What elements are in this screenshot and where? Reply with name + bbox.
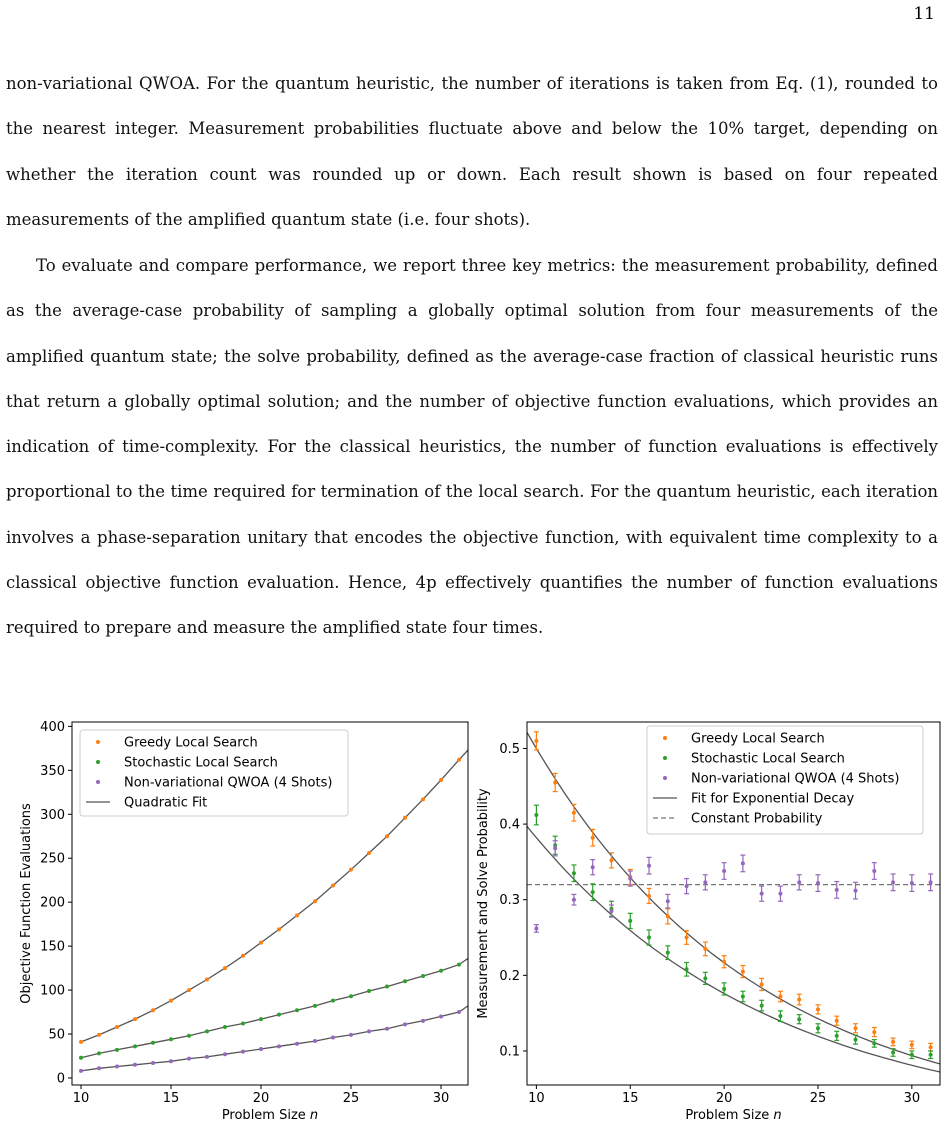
data-point	[778, 995, 782, 999]
data-point	[910, 881, 914, 885]
legend-label: Fit for Exponential Decay	[691, 791, 855, 807]
data-point	[457, 1010, 461, 1014]
data-point	[97, 1033, 101, 1037]
data-point	[259, 1047, 263, 1051]
data-point	[591, 890, 595, 894]
series-2	[79, 963, 461, 1060]
data-point	[609, 858, 613, 862]
data-point	[205, 978, 209, 982]
data-point	[534, 926, 538, 930]
y-tick-label: 0	[56, 1071, 65, 1087]
data-point	[741, 861, 745, 865]
data-point	[457, 963, 461, 967]
y-axis-label: Measurement and Solve Probability	[476, 788, 491, 1019]
data-point	[929, 880, 933, 884]
fit-line-2	[527, 826, 940, 1072]
chart-panel-2	[476, 722, 940, 1123]
data-point	[241, 954, 245, 958]
body-paragraph-1: non-variational QWOA. For the quantum heuristic, the number of iterations is taken from Eq. (1), rounded to the nearest integer. Measurement probabilities fluctuate above and below the 10% target, depending on whether the iteration count was rounded up or down. Each result shown is based on four repeated measurements of the amplified quantum state (i.e. four shots).	[6, 74, 938, 229]
series-3	[534, 841, 933, 933]
x-tick-label: 15	[162, 1091, 180, 1106]
data-point	[816, 1007, 820, 1011]
data-point	[929, 1045, 933, 1049]
x-tick-label: 20	[715, 1091, 733, 1106]
x-axis-label: Problem Size n	[685, 1108, 782, 1123]
legend-label: Non-variational QWOA (4 Shots)	[691, 771, 900, 787]
data-point	[349, 994, 353, 998]
data-point	[816, 1026, 820, 1030]
legend-marker	[96, 740, 100, 744]
data-point	[929, 1053, 933, 1057]
data-point	[187, 1057, 191, 1061]
data-point	[872, 869, 876, 873]
y-tick-label: 0.1	[499, 1044, 520, 1060]
data-point	[133, 1017, 137, 1021]
data-point	[169, 999, 173, 1003]
data-point	[628, 919, 632, 923]
data-point	[703, 880, 707, 884]
data-point	[854, 1026, 858, 1030]
figure-panels	[0, 712, 945, 1131]
y-tick-label: 350	[40, 763, 65, 779]
legend-marker	[663, 776, 667, 780]
data-point	[685, 884, 689, 888]
page-number: 11	[913, 4, 935, 24]
y-tick-label: 0.5	[499, 741, 520, 757]
data-point	[79, 1069, 83, 1073]
data-point	[910, 1053, 914, 1057]
series-2	[534, 805, 933, 1058]
data-point	[722, 869, 726, 873]
data-point	[647, 936, 651, 940]
data-point	[910, 1043, 914, 1047]
data-point	[295, 1042, 299, 1046]
data-point	[115, 1025, 119, 1029]
data-point	[835, 888, 839, 892]
data-point	[133, 1063, 137, 1067]
chart-panel-1	[19, 720, 468, 1123]
data-point	[778, 1014, 782, 1018]
data-point	[277, 1013, 281, 1017]
data-point	[457, 758, 461, 762]
data-point	[835, 1034, 839, 1038]
data-point	[259, 941, 263, 945]
data-point	[421, 1019, 425, 1023]
data-point	[241, 1021, 245, 1025]
data-point	[891, 880, 895, 884]
data-point	[97, 1066, 101, 1070]
data-point	[439, 1014, 443, 1018]
x-tick-label: 10	[528, 1091, 545, 1106]
legend-label: Quadratic Fit	[124, 795, 208, 811]
data-point	[151, 1041, 155, 1045]
data-point	[421, 797, 425, 801]
data-point	[313, 1004, 317, 1008]
data-point	[403, 1022, 407, 1026]
data-point	[403, 816, 407, 820]
x-tick-label: 30	[432, 1091, 450, 1106]
data-point	[854, 889, 858, 893]
legend-marker	[663, 756, 667, 760]
data-point	[797, 880, 801, 884]
legend-marker	[96, 760, 100, 764]
legend-label: Constant Probability	[691, 811, 823, 827]
y-tick-label: 400	[40, 719, 65, 735]
y-tick-label: 200	[40, 895, 65, 911]
y-tick-label: 0.2	[499, 968, 520, 984]
data-point	[591, 836, 595, 840]
data-point	[295, 1008, 299, 1012]
legend-label: Greedy Local Search	[124, 735, 258, 751]
data-point	[872, 1041, 876, 1045]
data-point	[591, 865, 595, 869]
data-point	[385, 834, 389, 838]
fit-line-2	[81, 958, 468, 1057]
data-point	[722, 987, 726, 991]
y-tick-label: 250	[40, 851, 65, 867]
data-point	[534, 813, 538, 817]
data-point	[169, 1059, 173, 1063]
x-tick-label: 25	[809, 1091, 827, 1106]
x-tick-label: 30	[903, 1091, 921, 1106]
x-tick-label: 25	[342, 1091, 360, 1106]
data-point	[666, 914, 670, 918]
data-point	[572, 871, 576, 875]
data-point	[223, 966, 227, 970]
data-point	[421, 974, 425, 978]
data-point	[534, 739, 538, 743]
data-point	[666, 899, 670, 903]
data-point	[722, 960, 726, 964]
x-tick-label: 10	[72, 1091, 90, 1106]
y-tick-label: 50	[48, 1027, 65, 1043]
data-point	[628, 877, 632, 881]
data-point	[313, 1039, 317, 1043]
data-point	[331, 999, 335, 1003]
legend	[80, 730, 348, 816]
data-point	[223, 1052, 227, 1056]
data-point	[133, 1044, 137, 1048]
data-point	[205, 1055, 209, 1059]
data-point	[891, 1040, 895, 1044]
body-paragraph-2: To evaluate and compare performance, we report three key metrics: the measurement probability, defined as the average-case probability of sampling a globally optimal solution from four measurements of the amplified quantum state; the solve probability, defined as the average-case fraction of classical heuristic runs that return a globally optimal solution; and the number of objective function evaluations, which provides an indication of time-complexity. For the classical heuristics, the number of function evaluations is effectively proportional to the time required for termination of the local search. For the quantum heuristic, each iteration involves a phase-separation unitary that encodes the objective function, with equivalent time complexity to a classical objective function evaluation. Hence, 4p effectively quantifies the number of function evaluations required to prepare and measure the amplified state four times.	[6, 256, 938, 638]
data-point	[439, 969, 443, 973]
data-point	[367, 851, 371, 855]
data-point	[891, 1050, 895, 1054]
y-tick-label: 300	[40, 807, 65, 823]
data-point	[741, 995, 745, 999]
data-point	[816, 881, 820, 885]
y-axis-label: Objective Function Evaluations	[19, 803, 34, 1004]
y-tick-label: 0.3	[499, 893, 520, 909]
data-point	[854, 1038, 858, 1042]
legend-label: Stochastic Local Search	[691, 751, 845, 767]
data-point	[797, 1017, 801, 1021]
data-point	[187, 988, 191, 992]
data-point	[169, 1037, 173, 1041]
data-point	[349, 868, 353, 872]
data-point	[79, 1040, 83, 1044]
data-point	[241, 1050, 245, 1054]
y-tick-label: 100	[40, 983, 65, 999]
data-point	[223, 1025, 227, 1029]
data-point	[553, 846, 557, 850]
x-tick-label: 15	[621, 1091, 639, 1106]
y-tick-label: 150	[40, 939, 65, 955]
data-point	[685, 936, 689, 940]
x-axis-label: Problem Size n	[221, 1108, 319, 1123]
data-point	[79, 1056, 83, 1060]
legend-marker	[96, 780, 100, 784]
data-point	[151, 1008, 155, 1012]
data-point	[778, 892, 782, 896]
data-point	[439, 778, 443, 782]
data-point	[835, 1019, 839, 1023]
data-point	[331, 1036, 335, 1040]
data-point	[349, 1033, 353, 1037]
data-point	[609, 909, 613, 913]
data-point	[115, 1065, 119, 1069]
data-point	[703, 976, 707, 980]
data-point	[553, 781, 557, 785]
data-point	[403, 979, 407, 983]
data-point	[685, 967, 689, 971]
legend-label: Greedy Local Search	[691, 731, 825, 747]
data-point	[666, 951, 670, 955]
data-point	[797, 998, 801, 1002]
data-point	[572, 898, 576, 902]
data-point	[760, 1004, 764, 1008]
data-point	[313, 899, 317, 903]
data-point	[367, 1029, 371, 1033]
data-point	[760, 982, 764, 986]
data-point	[205, 1029, 209, 1033]
data-point	[277, 1044, 281, 1048]
data-point	[741, 970, 745, 974]
data-point	[872, 1030, 876, 1034]
data-point	[647, 894, 651, 898]
data-point	[572, 811, 576, 815]
data-point	[151, 1061, 155, 1065]
data-point	[703, 947, 707, 951]
data-point	[277, 927, 281, 931]
data-point	[331, 883, 335, 887]
data-point	[647, 864, 651, 868]
x-tick-label: 20	[252, 1091, 270, 1106]
data-point	[385, 1027, 389, 1031]
legend-label: Stochastic Local Search	[124, 755, 278, 771]
legend-marker	[663, 736, 667, 740]
data-point	[385, 985, 389, 989]
data-point	[115, 1048, 119, 1052]
y-tick-label: 0.4	[499, 817, 520, 833]
data-point	[187, 1034, 191, 1038]
data-point	[367, 989, 371, 993]
legend-label: Non-variational QWOA (4 Shots)	[124, 775, 333, 791]
data-point	[259, 1017, 263, 1021]
data-point	[97, 1051, 101, 1055]
data-point	[760, 892, 764, 896]
data-point	[295, 913, 299, 917]
legend	[647, 726, 923, 834]
